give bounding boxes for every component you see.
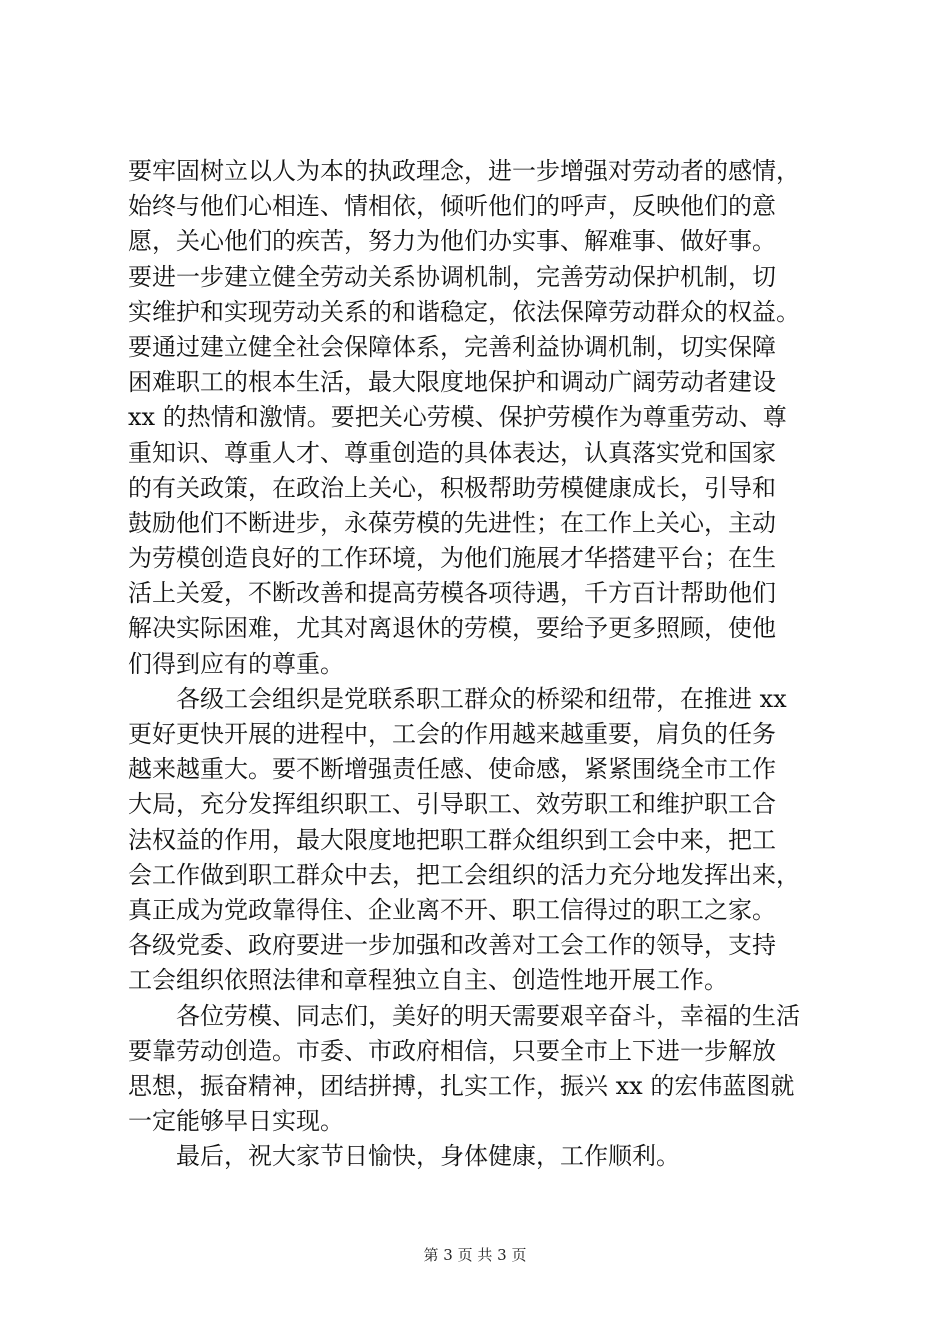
text-line: 实维护和实现劳动关系的和谐稳定，依法保障劳动群众的权益。 xyxy=(128,297,800,326)
text-line: 们得到应有的尊重。 xyxy=(128,649,344,678)
text-line: 始终与他们心相连、情相依，倾听他们的呼声，反映他们的意 xyxy=(128,192,776,221)
text-line: 要牢固树立以人为本的执政理念，进一步增强对劳动者的感情， xyxy=(128,157,800,185)
text-line: 要进一步建立健全劳动关系协调机制，完善劳动保护机制，切 xyxy=(128,262,776,291)
text-line: 为劳模创造良好的工作环境，为他们施展才华搭建平台；在生 xyxy=(128,544,776,573)
text-line: 大局，充分发挥组织职工、引导职工、效劳职工和维护职工合 xyxy=(128,790,776,819)
text-line: 要通过建立健全社会保障体系，完善利益协调机制，切实保障 xyxy=(128,332,776,361)
text-line: 各位劳模、同志们，美好的明天需要艰辛奋斗，幸福的生活 xyxy=(128,1001,800,1030)
text-line: 活上关爱，不断改善和提高劳模各项待遇，千方百计帮助他们 xyxy=(128,579,776,608)
text-line: 解决实际困难，尤其对离退休的劳模，要给予更多照顾，使他 xyxy=(128,614,776,643)
document-body xyxy=(128,154,868,1174)
text-line: 思想，振奋精神，团结拼搏，扎实工作，振兴 xx 的宏伟蓝图就 xyxy=(128,1071,795,1100)
text-line: 愿，关心他们的疾苦，努力为他们办实事、解难事、做好事。 xyxy=(128,227,776,256)
text-line: 真正成为党政靠得住、企业离不开、职工信得过的职工之家。 xyxy=(128,895,776,924)
text-line: 会工作做到职工群众中去，把工会组织的活力充分地发挥出来， xyxy=(128,860,800,889)
text-line: 各级工会组织是党联系职工群众的桥梁和纽带，在推进 xx xyxy=(128,684,787,713)
text-line: 法权益的作用，最大限度地把职工群众组织到工会中来，把工 xyxy=(128,825,776,854)
text-line: 要靠劳动创造。市委、市政府相信，只要全市上下进一步解放 xyxy=(128,1036,776,1065)
text-line: 一定能够早日实现。 xyxy=(128,1107,344,1136)
text-line: 越来越重大。要不断增强责任感、使命感，紧紧围绕全市工作 xyxy=(128,755,776,784)
text-line: 工会组织依照法律和章程独立自主、创造性地开展工作。 xyxy=(128,966,728,995)
text-line: 困难职工的根本生活，最大限度地保护和调动广阔劳动者建设 xyxy=(128,368,776,397)
page-footer: 第 3 页 共 3 页 xyxy=(423,1246,527,1264)
text-line: 的有关政策，在政治上关心，积极帮助劳模健康成长，引导和 xyxy=(128,473,776,502)
text-line: 各级党委、政府要进一步加强和改善对工会工作的领导，支持 xyxy=(128,931,776,960)
text-line: 重知识、尊重人才、尊重创造的具体表达，认真落实党和国家 xyxy=(128,438,776,467)
text-line: 更好更快开展的进程中，工会的作用越来越重要，肩负的任务 xyxy=(128,720,776,748)
text-line: 鼓励他们不断进步，永葆劳模的先进性；在工作上关心，主动 xyxy=(128,508,776,537)
text-line: 最后，祝大家节日愉快，身体健康，工作顺利。 xyxy=(128,1142,680,1171)
text-line: xx 的热情和激情。要把关心劳模、保护劳模作为尊重劳动、尊 xyxy=(128,403,787,432)
